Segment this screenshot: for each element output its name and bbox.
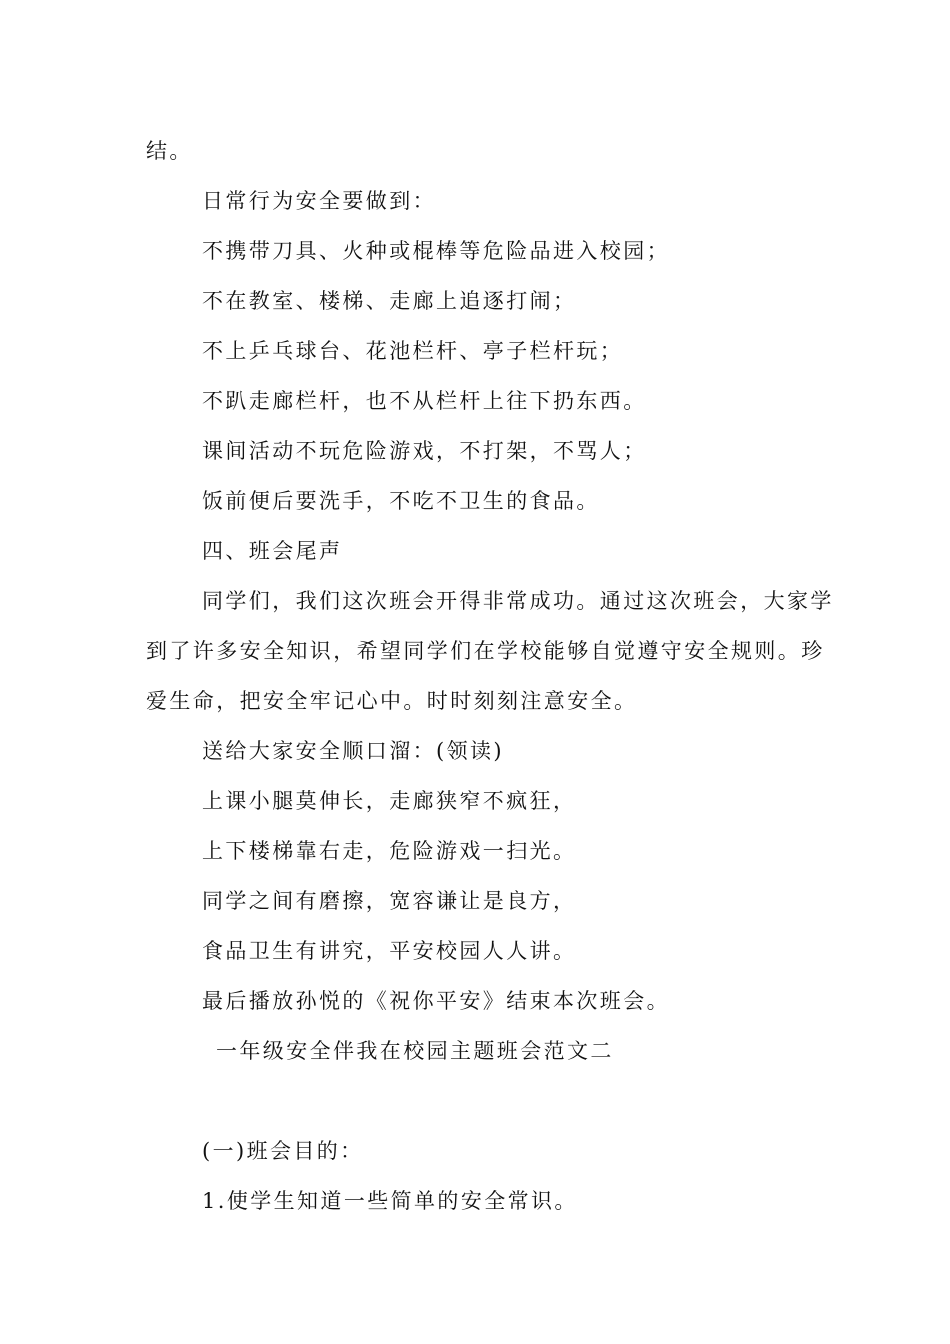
section-heading: 四、班会尾声 <box>202 539 343 563</box>
rule-item: 不趴走廊栏杆，也不从栏杆上往下扔东西。 <box>202 389 647 413</box>
paragraph-line: 同学们，我们这次班会开得非常成功。通过这次班会，大家学 <box>202 589 834 613</box>
list-item: 1.使学生知道一些简单的安全常识。 <box>202 1189 578 1213</box>
rule-item: 不在教室、楼梯、走廊上追逐打闹； <box>202 289 577 313</box>
subsection-heading: (一)班会目的： <box>202 1139 364 1163</box>
rule-item: 不携带刀具、火种或棍棒等危险品进入校园； <box>202 239 670 263</box>
rhyme-line: 同学之间有磨擦，宽容谦让是良方， <box>202 889 577 913</box>
rule-item: 课间活动不玩危险游戏，不打架，不骂人； <box>202 439 647 463</box>
rule-item: 饭前便后要洗手，不吃不卫生的食品。 <box>202 489 600 513</box>
rhyme-line: 上课小腿莫伸长，走廊狭窄不疯狂， <box>202 789 577 813</box>
rhyme-line: 上下楼梯靠右走，危险游戏一扫光。 <box>202 839 577 863</box>
paragraph-tail: 结。 <box>146 139 193 163</box>
closing-line: 最后播放孙悦的《祝你平安》结束本次班会。 <box>202 989 670 1013</box>
rule-item: 不上乒乓球台、花池栏杆、亭子栏杆玩； <box>202 339 624 363</box>
article-title: 一年级安全伴我在校园主题班会范文二 <box>216 1039 614 1063</box>
paragraph-line: 到了许多安全知识，希望同学们在学校能够自觉遵守安全规则。珍 <box>146 639 825 663</box>
section-label-daily-safety: 日常行为安全要做到： <box>202 189 436 213</box>
paragraph-line: 爱生命，把安全牢记心中。时时刻刻注意安全。 <box>146 689 638 713</box>
rhyme-line: 食品卫生有讲究，平安校园人人讲。 <box>202 939 577 963</box>
rhyme-intro: 送给大家安全顺口溜：(领读) <box>202 739 504 763</box>
